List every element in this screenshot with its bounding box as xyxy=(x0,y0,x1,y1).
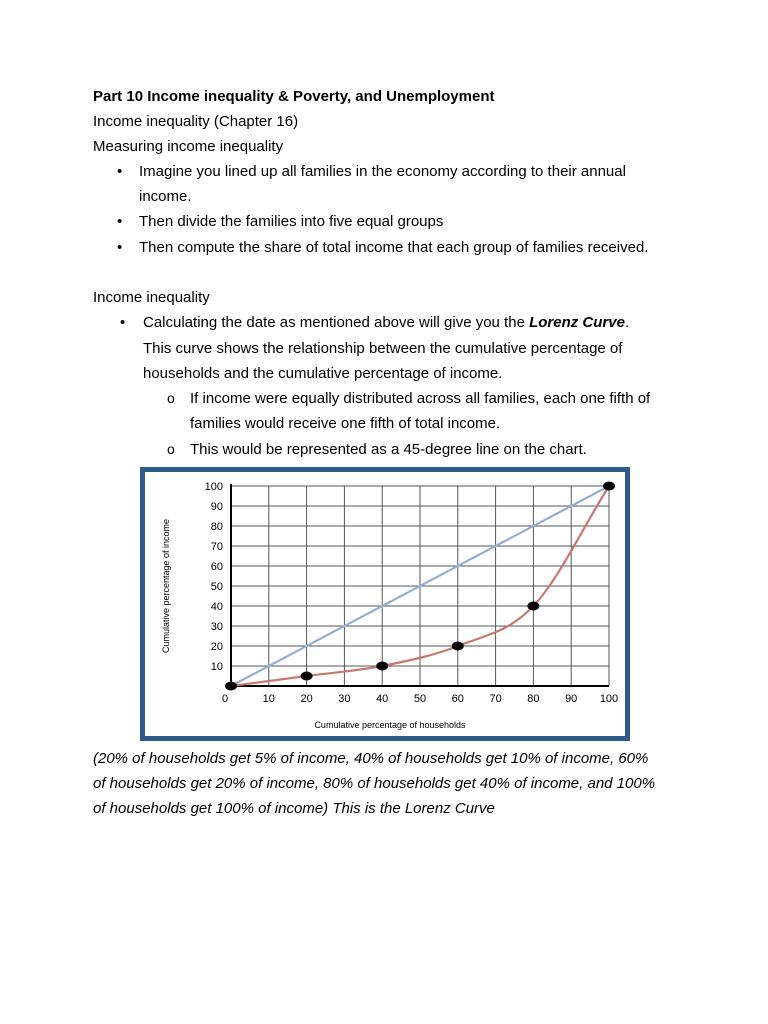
x-tick-label: 0 xyxy=(221,693,229,705)
bullet-marker: • xyxy=(117,213,123,230)
bullet-marker: • xyxy=(117,163,123,180)
bullet-text: Calculating the date as mentioned above will give you the xyxy=(143,314,530,331)
y-tick-label: 10 xyxy=(210,661,223,673)
lorenz-bullet-line3: households and the cumulative percentage of income. xyxy=(143,365,503,382)
lorenz-point xyxy=(452,642,464,651)
lorenz-point xyxy=(301,672,313,681)
x-tick-label: 100 xyxy=(599,693,619,705)
sub-bullet-marker: o xyxy=(167,390,175,406)
lorenz-point xyxy=(527,602,539,611)
bullet-text-continued: income. xyxy=(139,188,192,205)
y-tick-label: 30 xyxy=(210,621,223,633)
lorenz-bullet-line1 xyxy=(143,310,629,335)
lorenz-chart xyxy=(145,472,625,736)
sub-bullet-text-continued: families would receive one fifth of total income. xyxy=(190,415,501,432)
lorenz-chart-frame xyxy=(140,467,630,741)
sub-bullet-marker: o xyxy=(167,441,175,457)
chart-caption-line: (20% of households get 5% of income, 40% of households get 10% of income, 60% xyxy=(93,750,649,767)
y-tick-label: 40 xyxy=(210,601,223,613)
y-tick-label: 60 xyxy=(210,561,223,573)
y-tick-label: 70 xyxy=(210,541,223,553)
sub-bullet-text: This would be represented as a 45-degree line on the chart. xyxy=(190,441,587,458)
y-tick-label: 20 xyxy=(210,641,223,653)
x-axis-label: Cumulative percentage of households xyxy=(314,720,466,730)
chapter-subheading: Income inequality (Chapter 16) xyxy=(93,113,299,130)
lorenz-point xyxy=(225,682,237,691)
x-tick-label: 60 xyxy=(451,693,464,705)
y-tick-label: 80 xyxy=(210,521,223,533)
y-tick-label: 50 xyxy=(210,581,223,593)
bullet-marker: • xyxy=(120,314,126,331)
y-tick-label: 100 xyxy=(204,481,223,493)
section-title-income-inequality: Income inequality xyxy=(93,289,210,306)
bullet-punct: . xyxy=(624,314,630,331)
chart-caption-line: of households get 20% of income, 80% of households get 40% of income, and 100% xyxy=(93,775,656,792)
bullet-text: Then divide the families into five equal groups xyxy=(139,213,444,230)
x-tick-label: 40 xyxy=(376,693,389,705)
bullet-text: Then compute the share of total income that each group of families received. xyxy=(139,239,649,256)
bullet-text: Imagine you lined up all families in the economy according to their annual xyxy=(139,163,626,180)
x-tick-label: 70 xyxy=(489,693,502,705)
x-tick-label: 10 xyxy=(262,693,275,705)
x-tick-label: 80 xyxy=(527,693,540,705)
bullet-marker: • xyxy=(117,239,123,256)
lorenz-bullet-line2: This curve shows the relationship between the cumulative percentage of xyxy=(143,340,623,357)
y-axis-label: Cumulative percentage of income xyxy=(161,518,171,654)
sub-bullet-text: If income were equally distributed across all families, each one fifth of xyxy=(190,390,651,407)
y-tick-label: 90 xyxy=(210,501,223,513)
x-tick-label: 30 xyxy=(338,693,351,705)
section-title-measuring: Measuring income inequality xyxy=(93,138,284,155)
lorenz-point xyxy=(603,482,615,491)
chart-caption-line: of households get 100% of income) This is the Lorenz Curve xyxy=(93,800,495,817)
lorenz-curve-term: Lorenz Curve xyxy=(529,314,625,331)
x-tick-label: 90 xyxy=(565,693,578,705)
x-tick-label: 50 xyxy=(413,693,427,705)
lorenz-point xyxy=(376,662,388,671)
x-tick-label: 20 xyxy=(300,693,313,705)
lorenz-chart-svg xyxy=(145,472,625,736)
page-heading: Part 10 Income inequality & Poverty, and Unemployment xyxy=(93,88,495,105)
